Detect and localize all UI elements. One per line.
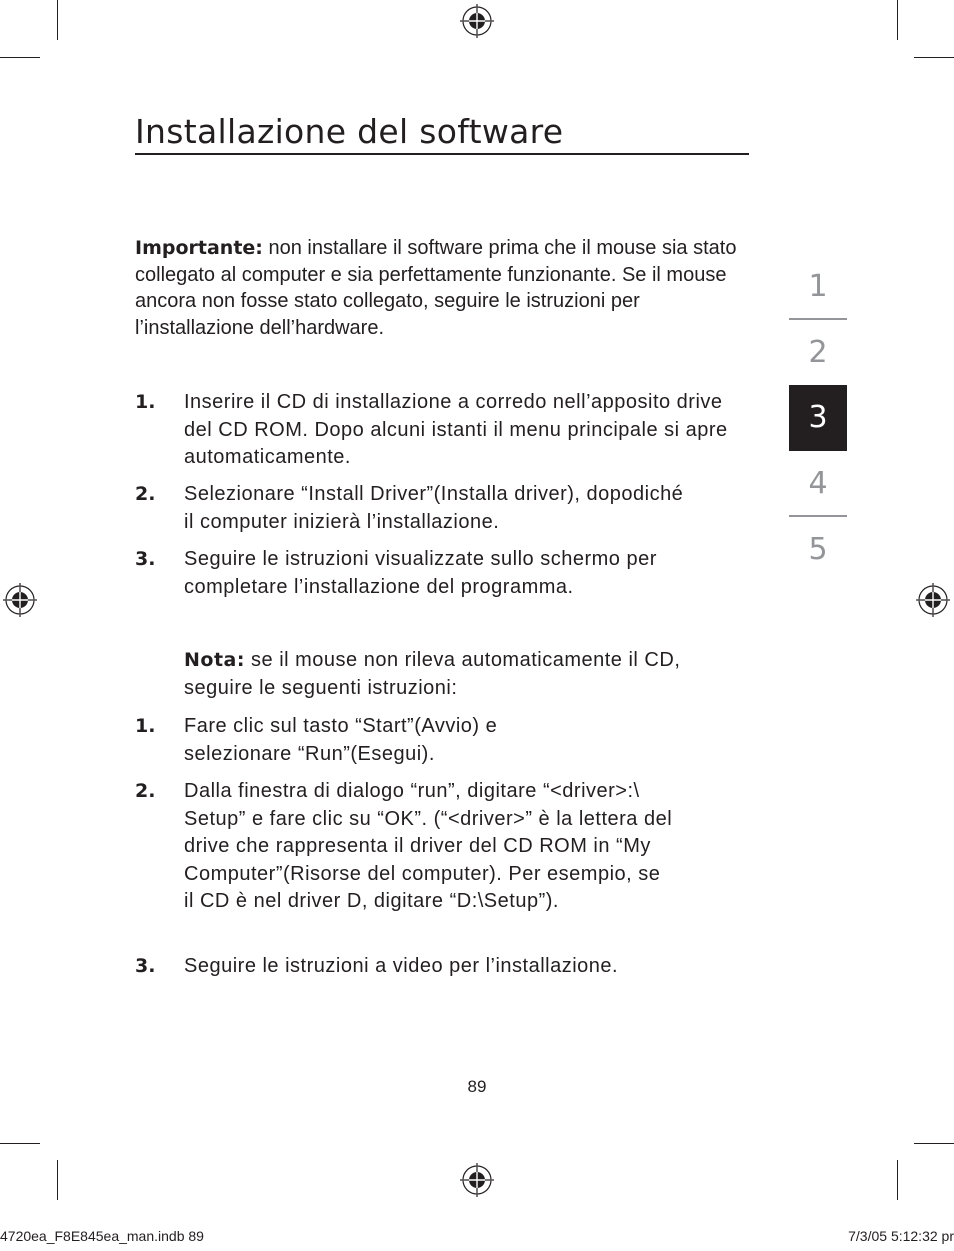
step-text: Seguire le istruzioni visualizzate sullo schermo per completare l’installazione del programma. [184,548,657,598]
list-item [135,546,695,601]
crop-mark [0,1143,40,1144]
crop-mark [914,1143,954,1144]
step-text: Dalla finestra di dialogo “run”, digitare “<driver>:\ Setup” e fare clic su “OK”. (“<driver>” è la lettera del drive che rappresenta il driver del CD ROM in “My Computer”(Risorse del computer). Per esempio, se il CD è nel driver D, digitare “D:\Setup”). [184,780,673,912]
crop-mark [914,57,954,58]
step-number: 1. [135,715,156,737]
chapter-tab-2[interactable]: 2 [808,335,828,370]
important-paragraph [135,235,745,341]
tab-divider [789,515,847,517]
step-text: Seguire le istruzioni a video per l’installazione. [184,955,619,977]
tab-divider [789,318,847,320]
list-item [135,953,755,981]
page-number: 89 [467,1077,487,1096]
note-text: se il mouse non rileva automaticamente il CD, seguire le seguenti istruzioni: [184,649,681,699]
page-title: Installazione del software [135,112,564,151]
step-number: 3. [135,548,156,570]
footer-timestamp: 7/3/05 5:12:32 pr [848,1228,954,1244]
note-paragraph [184,647,744,702]
crop-mark [57,0,58,40]
title-underline [135,153,749,155]
registration-mark-icon [3,583,37,617]
registration-mark-icon [916,583,950,617]
step-number: 2. [135,780,156,802]
step-number: 3. [135,955,156,977]
chapter-tab-1[interactable]: 1 [808,269,828,304]
step-number: 2. [135,483,156,505]
crop-mark [897,0,898,40]
chapter-tab-5[interactable]: 5 [808,532,828,567]
list-item [135,713,565,768]
list-item [135,481,695,536]
registration-mark-icon [460,1163,494,1197]
crop-mark [57,1160,58,1200]
step-text: Inserire il CD di installazione a corredo nell’apposito drive del CD ROM. Dopo alcuni istanti il menu principale si apre automaticamente. [184,391,728,468]
step-text: Fare clic sul tasto “Start”(Avvio) e selezionare “Run”(Esegui). [184,715,498,765]
chapter-tab-4[interactable]: 4 [808,466,828,501]
registration-mark-icon [460,4,494,38]
footer-file-info: 4720ea_F8E845ea_man.indb 89 [0,1228,204,1244]
note-label: Nota: [184,649,245,671]
important-label: Importante: [135,237,263,259]
list-item [135,389,755,472]
chapter-tab-3[interactable]: 3 [789,385,847,451]
list-item [135,778,745,916]
step-text: Selezionare “Install Driver”(Installa driver), dopodiché il computer inizierà l’installazione. [184,483,684,533]
crop-mark [897,1160,898,1200]
important-text: non installare il software prima che il mouse sia stato collegato al computer e sia perfettamente funzionante. Se il mouse ancora non fosse stato collegato, seguire le istruzioni per l’installazione dell’hardware. [135,237,737,339]
step-number: 1. [135,391,156,413]
crop-mark [0,57,40,58]
